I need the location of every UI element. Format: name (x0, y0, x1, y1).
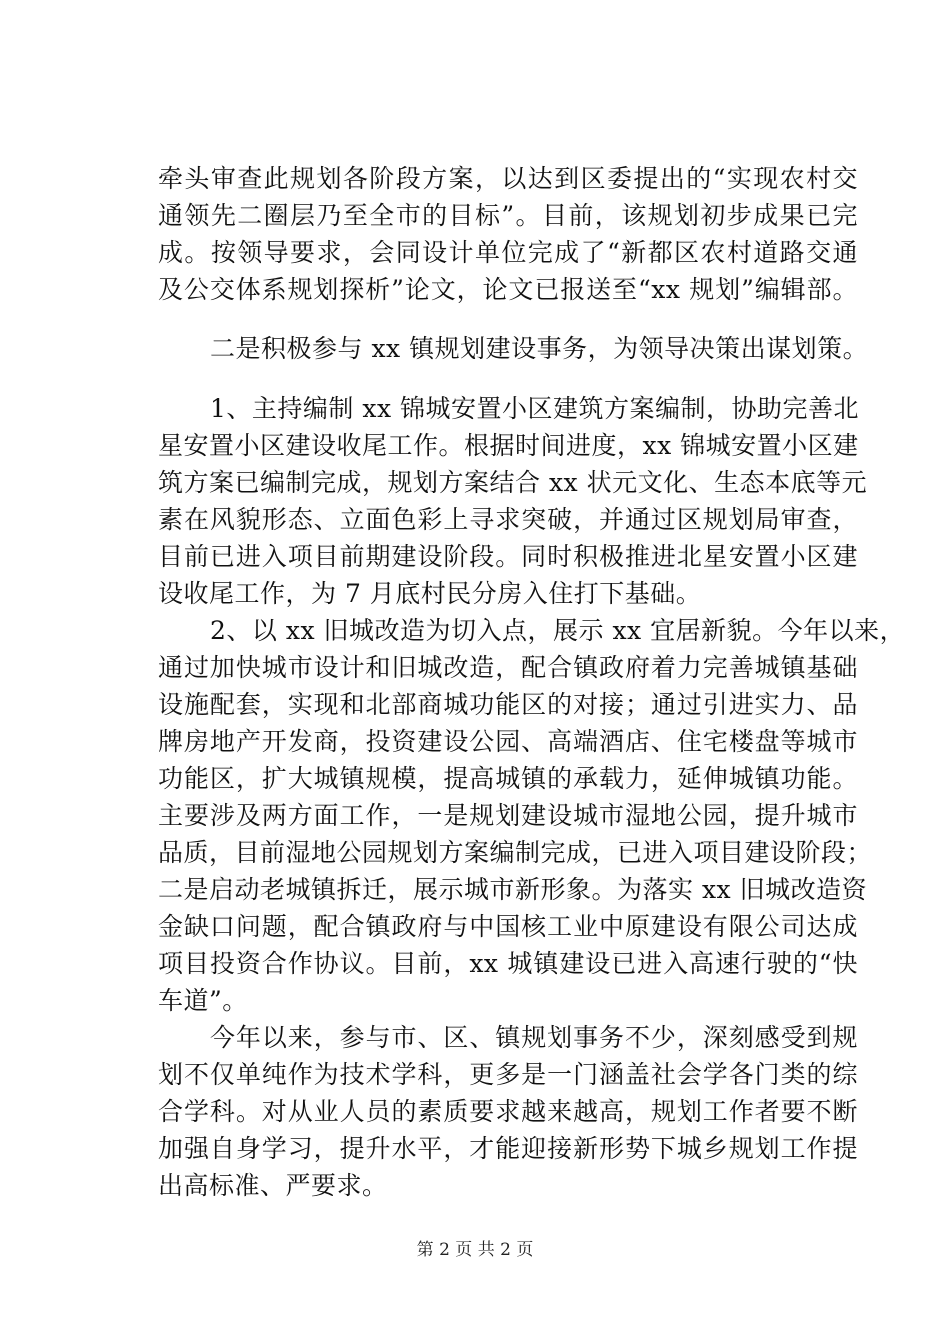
paragraph-line: 设施配套，实现和北部商城功能区的对接；通过引进实力、品 (158, 690, 858, 719)
paragraph-line: 功能区，扩大城镇规模，提高城镇的承载力，延伸城镇功能。 (158, 764, 858, 793)
paragraph-line: 及公交体系规划探析”论文，论文已报送至“xx 规划”编辑部。 (158, 275, 858, 304)
paragraph-line: 二是积极参与 xx 镇规划建设事务，为领导决策出谋划策。 (210, 334, 869, 363)
paragraph-line: 通过加快城市设计和旧城改造，配合镇政府着力完善城镇基础 (158, 653, 858, 682)
page-number-footer: 第 2 页 共 2 页 (416, 1240, 534, 1260)
paragraph-line: 成。按领导要求，会同设计单位完成了“新都区农村道路交通 (158, 238, 858, 267)
paragraph-line: 出高标准、严要求。 (158, 1171, 388, 1200)
paragraph-line: 牵头审查此规划各阶段方案，以达到区委提出的“实现农村交 (158, 164, 858, 193)
paragraph-line: 筑方案已编制完成，规划方案结合 xx 状元文化、生态本底等元 (158, 468, 868, 497)
paragraph-line: 星安置小区建设收尾工作。根据时间进度，xx 锦城安置小区建 (158, 431, 859, 460)
paragraph-line: 金缺口问题，配合镇政府与中国核工业中原建设有限公司达成 (158, 912, 858, 941)
paragraph-line: 品质，目前湿地公园规划方案编制完成，已进入项目建设阶段； (158, 838, 873, 867)
paragraph-line: 主要涉及两方面工作，一是规划建设城市湿地公园，提升城市 (158, 801, 858, 830)
paragraph-line: 2、以 xx 旧城改造为切入点，展示 xx 宜居新貌。今年以来， (210, 616, 906, 645)
paragraph-line: 牌房地产开发商，投资建设公园、高端酒店、住宅楼盘等城市 (158, 727, 858, 756)
paragraph-line: 车道”。 (158, 986, 248, 1015)
paragraph-line: 合学科。对从业人员的素质要求越来越高，规划工作者要不断 (158, 1097, 858, 1126)
paragraph-line: 划不仅单纯作为技术学科，更多是一门涵盖社会学各门类的综 (158, 1060, 858, 1089)
paragraph-line: 今年以来，参与市、区、镇规划事务不少，深刻感受到规 (210, 1023, 858, 1052)
paragraph-line: 项目投资合作协议。目前，xx 城镇建设已进入高速行驶的“快 (158, 949, 858, 978)
paragraph-line: 设收尾工作，为 7 月底村民分房入住打下基础。 (158, 579, 702, 608)
paragraph-line: 加强自身学习，提升水平，才能迎接新形势下城乡规划工作提 (158, 1134, 858, 1163)
paragraph-line: 1、主持编制 xx 锦城安置小区建筑方案编制，协助完善北 (210, 394, 859, 423)
paragraph-line: 通领先二圈层乃至全市的目标”。目前，该规划初步成果已完 (158, 201, 858, 230)
paragraph-line: 二是启动老城镇拆迁，展示城市新形象。为落实 xx 旧城改造资 (158, 875, 868, 904)
paragraph-line: 目前已进入项目前期建设阶段。同时积极推进北星安置小区建 (158, 542, 858, 571)
paragraph-line: 素在风貌形态、立面色彩上寻求突破，并通过区规划局审查， (158, 505, 858, 534)
